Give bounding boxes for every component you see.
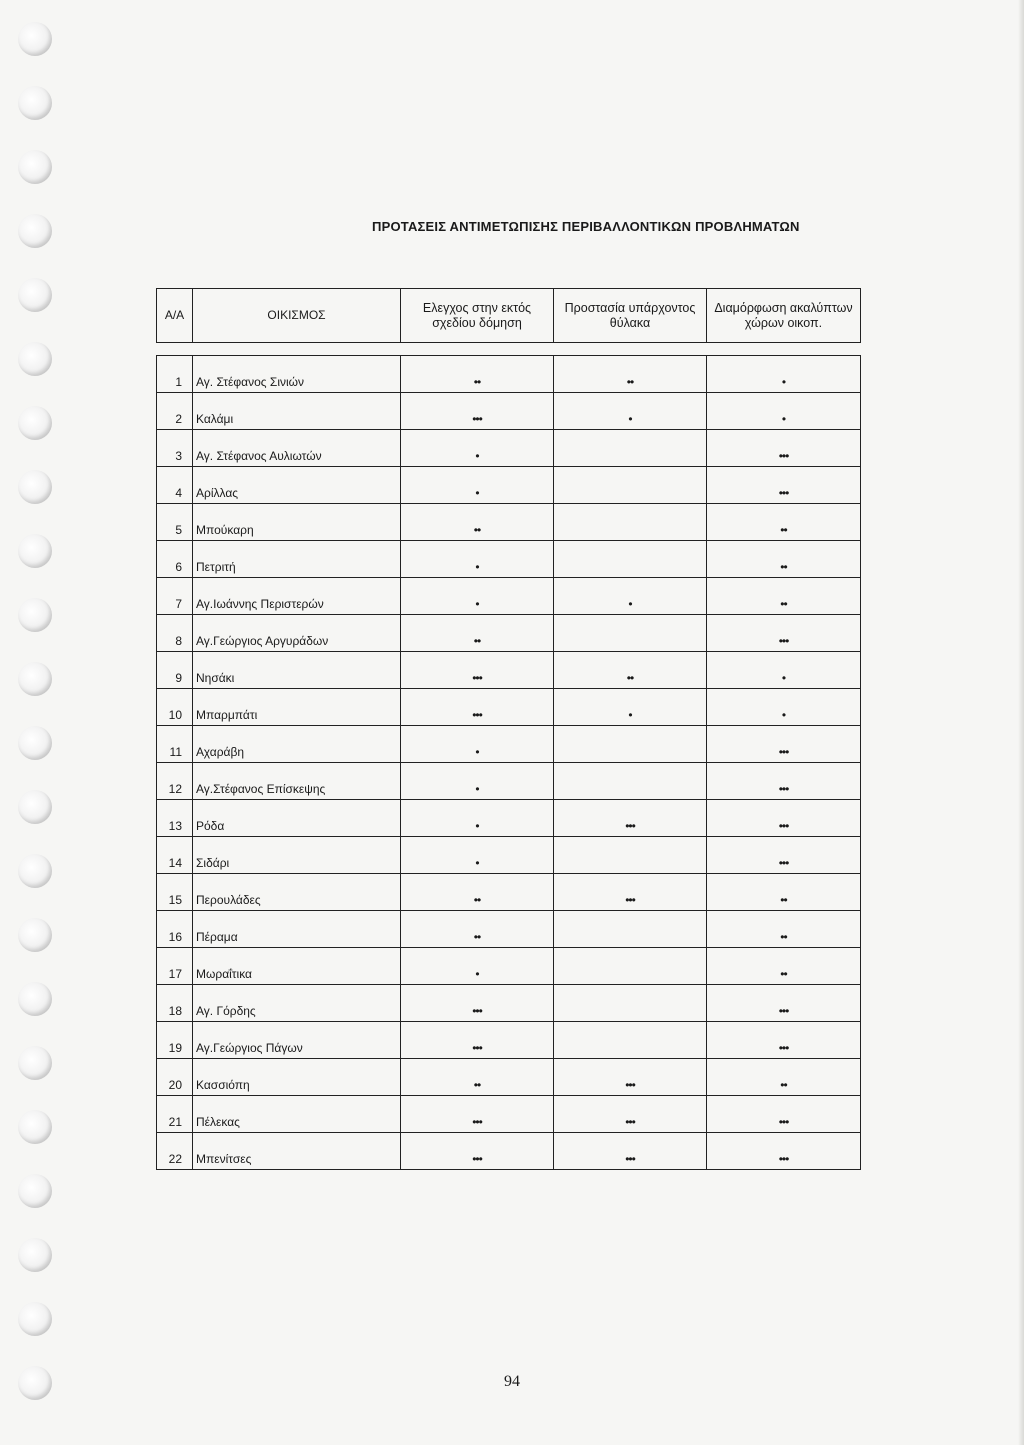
- open-spaces-rating: •: [707, 652, 861, 689]
- open-spaces-rating: •••: [707, 985, 861, 1022]
- table-row: [157, 911, 861, 948]
- coast-protection-rating: [554, 726, 707, 763]
- building-control-rating: ••: [401, 911, 554, 948]
- header-coast-protection: Προστασία υπάρχοντος θύλακα: [554, 289, 707, 343]
- row-number: 2: [157, 393, 193, 430]
- binder-hole: [18, 406, 52, 440]
- page-edge-shadow: [1018, 0, 1024, 1445]
- settlement-name: Αγ. Στέφανος Αυλιωτών: [193, 430, 401, 467]
- binder-hole: [18, 1238, 52, 1272]
- binder-hole: [18, 22, 52, 56]
- open-spaces-rating: •••: [707, 837, 861, 874]
- settlement-name: Σιδάρι: [193, 837, 401, 874]
- coast-protection-rating: [554, 541, 707, 578]
- header-open-spaces: Διαμόρφωση ακαλύπτων χώρων οικοπ.: [707, 289, 861, 343]
- settlement-name: Κασσιόπη: [193, 1059, 401, 1096]
- binder-hole: [18, 982, 52, 1016]
- row-number: 11: [157, 726, 193, 763]
- coast-protection-rating: [554, 948, 707, 985]
- open-spaces-rating: ••: [707, 541, 861, 578]
- building-control-rating: ••: [401, 356, 554, 393]
- table-row: [157, 467, 861, 504]
- coast-protection-rating: [554, 615, 707, 652]
- header-settlement: ΟΙΚΙΣΜΟΣ: [193, 289, 401, 343]
- row-number: 8: [157, 615, 193, 652]
- binder-hole: [18, 1110, 52, 1144]
- open-spaces-rating: ••: [707, 948, 861, 985]
- coast-protection-rating: •••: [554, 1096, 707, 1133]
- building-control-rating: •••: [401, 652, 554, 689]
- table-row: [157, 763, 861, 800]
- open-spaces-rating: •••: [707, 726, 861, 763]
- coast-protection-rating: •••: [554, 1059, 707, 1096]
- building-control-rating: •••: [401, 1133, 554, 1170]
- building-control-rating: ••: [401, 504, 554, 541]
- building-control-rating: •••: [401, 1022, 554, 1059]
- table-row: [157, 430, 861, 467]
- row-number: 5: [157, 504, 193, 541]
- settlement-name: Αγ.Στέφανος Επίσκεψης: [193, 763, 401, 800]
- table-row: [157, 504, 861, 541]
- open-spaces-rating: ••: [707, 1059, 861, 1096]
- open-spaces-rating: •: [707, 689, 861, 726]
- settlement-name: Πέραμα: [193, 911, 401, 948]
- header-building-control: Ελεγχος στην εκτός σχεδίου δόμηση: [401, 289, 554, 343]
- building-control-rating: •: [401, 763, 554, 800]
- open-spaces-rating: ••: [707, 874, 861, 911]
- row-number: 17: [157, 948, 193, 985]
- row-number: 9: [157, 652, 193, 689]
- binder-hole: [18, 790, 52, 824]
- settlement-name: Αγ.Ιωάννης Περιστερών: [193, 578, 401, 615]
- table-row: [157, 837, 861, 874]
- binder-hole: [18, 470, 52, 504]
- binder-hole: [18, 214, 52, 248]
- table-header-row: [157, 289, 861, 343]
- open-spaces-rating: •••: [707, 467, 861, 504]
- row-number: 15: [157, 874, 193, 911]
- coast-protection-rating: •••: [554, 800, 707, 837]
- open-spaces-rating: •••: [707, 615, 861, 652]
- table-row: [157, 948, 861, 985]
- table-row: [157, 615, 861, 652]
- settlement-name: Αχαράβη: [193, 726, 401, 763]
- building-control-rating: •••: [401, 985, 554, 1022]
- table-row: [157, 1096, 861, 1133]
- settlement-name: Πέλεκας: [193, 1096, 401, 1133]
- binder-hole: [18, 86, 52, 120]
- row-number: 10: [157, 689, 193, 726]
- coast-protection-rating: [554, 430, 707, 467]
- open-spaces-rating: •••: [707, 800, 861, 837]
- table-row: [157, 356, 861, 393]
- open-spaces-rating: •••: [707, 763, 861, 800]
- settlement-name: Πετριτή: [193, 541, 401, 578]
- open-spaces-rating: •••: [707, 1133, 861, 1170]
- table-row: [157, 393, 861, 430]
- row-number: 6: [157, 541, 193, 578]
- binder-hole: [18, 278, 52, 312]
- page-title: ΠΡΟΤΑΣΕΙΣ ΑΝΤΙΜΕΤΩΠΙΣΗΣ ΠΕΡΙΒΑΛΛΟΝΤΙΚΩΝ ΠΡΟΒΛΗΜΑΤΩΝ: [372, 219, 800, 234]
- binder-hole: [18, 918, 52, 952]
- settlement-name: Περουλάδες: [193, 874, 401, 911]
- binder-hole: [18, 342, 52, 376]
- building-control-rating: ••: [401, 1059, 554, 1096]
- building-control-rating: •••: [401, 1096, 554, 1133]
- building-control-rating: •: [401, 726, 554, 763]
- row-number: 22: [157, 1133, 193, 1170]
- settlement-name: Ρόδα: [193, 800, 401, 837]
- table-row: [157, 1022, 861, 1059]
- building-control-rating: •: [401, 837, 554, 874]
- coast-protection-rating: •••: [554, 874, 707, 911]
- open-spaces-rating: •••: [707, 1022, 861, 1059]
- building-control-rating: •: [401, 578, 554, 615]
- row-number: 1: [157, 356, 193, 393]
- settlement-name: Αγ. Στέφανος Σινιών: [193, 356, 401, 393]
- building-control-rating: •••: [401, 689, 554, 726]
- binder-hole: [18, 1046, 52, 1080]
- binder-hole: [18, 534, 52, 568]
- coast-protection-rating: [554, 911, 707, 948]
- table-row: [157, 578, 861, 615]
- table-body: [157, 343, 861, 1170]
- settlement-name: Μπενίτσες: [193, 1133, 401, 1170]
- settlement-name: Μωραΐτικα: [193, 948, 401, 985]
- table-row: [157, 1059, 861, 1096]
- table-row: [157, 689, 861, 726]
- settlement-name: Καλάμι: [193, 393, 401, 430]
- binder-hole: [18, 598, 52, 632]
- coast-protection-rating: •: [554, 689, 707, 726]
- binder-hole: [18, 1302, 52, 1336]
- coast-protection-rating: [554, 467, 707, 504]
- row-number: 4: [157, 467, 193, 504]
- table-row: [157, 874, 861, 911]
- open-spaces-rating: ••: [707, 578, 861, 615]
- table-row: [157, 726, 861, 763]
- binder-hole: [18, 1174, 52, 1208]
- binder-hole: [18, 854, 52, 888]
- row-number: 3: [157, 430, 193, 467]
- coast-protection-rating: •: [554, 578, 707, 615]
- proposals-table: [156, 288, 861, 1170]
- settlement-name: Αγ.Γεώργιος Πάγων: [193, 1022, 401, 1059]
- settlement-name: Αγ. Γόρδης: [193, 985, 401, 1022]
- header-aa: Α/Α: [157, 289, 193, 343]
- open-spaces-rating: ••: [707, 504, 861, 541]
- open-spaces-rating: •••: [707, 430, 861, 467]
- building-control-rating: •: [401, 541, 554, 578]
- building-control-rating: •: [401, 467, 554, 504]
- table-row: [157, 541, 861, 578]
- binder-hole: [18, 662, 52, 696]
- building-control-rating: •••: [401, 393, 554, 430]
- page-number: 94: [504, 1373, 520, 1390]
- row-number: 19: [157, 1022, 193, 1059]
- coast-protection-rating: [554, 837, 707, 874]
- table-row: [157, 985, 861, 1022]
- table-row: [157, 652, 861, 689]
- building-control-rating: •: [401, 948, 554, 985]
- settlement-name: Νησάκι: [193, 652, 401, 689]
- coast-protection-rating: ••: [554, 356, 707, 393]
- table-row: [157, 1133, 861, 1170]
- open-spaces-rating: •••: [707, 1096, 861, 1133]
- row-number: 12: [157, 763, 193, 800]
- open-spaces-rating: •: [707, 393, 861, 430]
- row-number: 18: [157, 985, 193, 1022]
- open-spaces-rating: •: [707, 356, 861, 393]
- row-number: 20: [157, 1059, 193, 1096]
- row-number: 14: [157, 837, 193, 874]
- row-number: 21: [157, 1096, 193, 1133]
- coast-protection-rating: [554, 763, 707, 800]
- coast-protection-rating: ••: [554, 652, 707, 689]
- coast-protection-rating: [554, 504, 707, 541]
- header-spacer: [157, 343, 861, 356]
- building-control-rating: ••: [401, 874, 554, 911]
- settlement-name: Αγ.Γεώργιος Αργυράδων: [193, 615, 401, 652]
- binder-hole: [18, 726, 52, 760]
- row-number: 7: [157, 578, 193, 615]
- settlement-name: Αρίλλας: [193, 467, 401, 504]
- table-row: [157, 800, 861, 837]
- coast-protection-rating: •: [554, 393, 707, 430]
- coast-protection-rating: [554, 1022, 707, 1059]
- settlement-name: Μπαρμπάτι: [193, 689, 401, 726]
- building-control-rating: •: [401, 800, 554, 837]
- binder-hole: [18, 150, 52, 184]
- settlement-name: Μπούκαρη: [193, 504, 401, 541]
- row-number: 16: [157, 911, 193, 948]
- row-number: 13: [157, 800, 193, 837]
- building-control-rating: ••: [401, 615, 554, 652]
- building-control-rating: •: [401, 430, 554, 467]
- coast-protection-rating: •••: [554, 1133, 707, 1170]
- open-spaces-rating: ••: [707, 911, 861, 948]
- coast-protection-rating: [554, 985, 707, 1022]
